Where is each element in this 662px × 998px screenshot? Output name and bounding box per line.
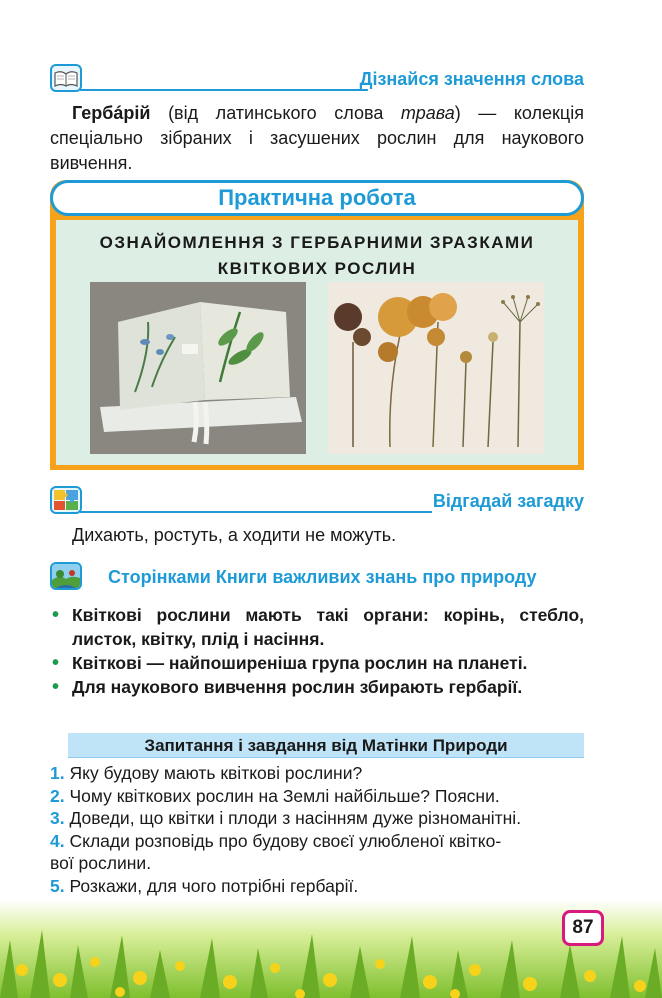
bullet-text: Квіткові рослини мають такі органи: корінь, стебло, листок, квітку, плід і насіння. <box>72 605 584 649</box>
herbarium-book-photo <box>90 282 306 454</box>
question-text-continued: вої рослини. <box>50 853 152 873</box>
list-item <box>50 651 584 675</box>
page-number-badge: 87 <box>562 910 604 946</box>
questions-list <box>50 762 584 897</box>
list-item <box>50 675 584 699</box>
definition-text-end: ) — колекція спеціально зібраних і засушених рослин для наукового вивчення. <box>50 103 584 173</box>
header-rule <box>80 89 368 91</box>
term: Гербáрій <box>72 103 151 123</box>
practical-work-subtitle <box>56 230 578 282</box>
nature-book-icon <box>50 562 82 590</box>
question-text: Доведи, що квітки і плоди з насінням дуже різноманітні. <box>64 808 522 828</box>
definition-paragraph <box>50 101 584 176</box>
bullet-dot: • <box>52 676 60 698</box>
list-item <box>50 603 584 651</box>
question-number: 2. <box>50 785 65 806</box>
word-meaning-title: Дізнайся значення слова <box>359 69 584 89</box>
question-number: 3. <box>50 808 65 828</box>
questions-heading: Запитання і завдання від Матінки Природи <box>68 733 584 758</box>
header-rule <box>80 511 432 513</box>
question-number: 1. <box>50 763 65 783</box>
question-item <box>50 830 584 875</box>
bullet-text: Для наукового вивчення рослин збирають гербарії. <box>72 677 523 697</box>
question-number: 4. <box>50 830 65 851</box>
definition-text: (від латинського слова <box>150 103 401 123</box>
riddle-text: Дихають, ростуть, а ходити не можуть. <box>72 525 397 545</box>
riddle-title: Відгадай загадку <box>432 491 584 511</box>
practical-work-title: Практична робота <box>50 180 584 216</box>
puzzle-icon <box>50 486 82 514</box>
bullet-dot: • <box>52 604 60 626</box>
knowledge-title: Сторінками Книги важливих знань про природу <box>108 567 537 587</box>
practical-work-content <box>56 220 578 465</box>
question-text: Склади розповідь про будову своєї улюбленої квітко- <box>64 830 502 851</box>
knowledge-header <box>50 562 584 592</box>
word-meaning-header <box>50 64 584 94</box>
term-italic: трава <box>400 103 455 123</box>
subtitle-line-1: ОЗНАЙОМЛЕННЯ З ГЕРБАРНИМИ ЗРАЗКАМИ <box>99 233 535 252</box>
question-item <box>50 785 584 808</box>
question-item <box>50 762 584 785</box>
knowledge-bullet-list <box>50 603 584 699</box>
pressed-flowers-photo <box>328 282 544 454</box>
riddle-header <box>50 486 584 516</box>
question-item <box>50 875 584 898</box>
subtitle-line-2: КВІТКОВИХ РОСЛИН <box>217 259 417 278</box>
bullet-dot: • <box>52 652 60 674</box>
question-text: Яку будову мають квіткові рослини? <box>64 763 363 783</box>
open-book-icon <box>50 64 82 92</box>
bullet-text: Квіткові — найпоширеніша група рослин на планеті. <box>72 653 528 673</box>
question-text: Розкажи, для чого потрібні гербарії. <box>64 875 359 896</box>
question-number: 5. <box>50 875 65 896</box>
question-item <box>50 807 584 830</box>
question-text: Чому квіткових рослин на Землі найбільше? Поясни. <box>64 785 500 806</box>
practical-work-box <box>50 180 584 470</box>
